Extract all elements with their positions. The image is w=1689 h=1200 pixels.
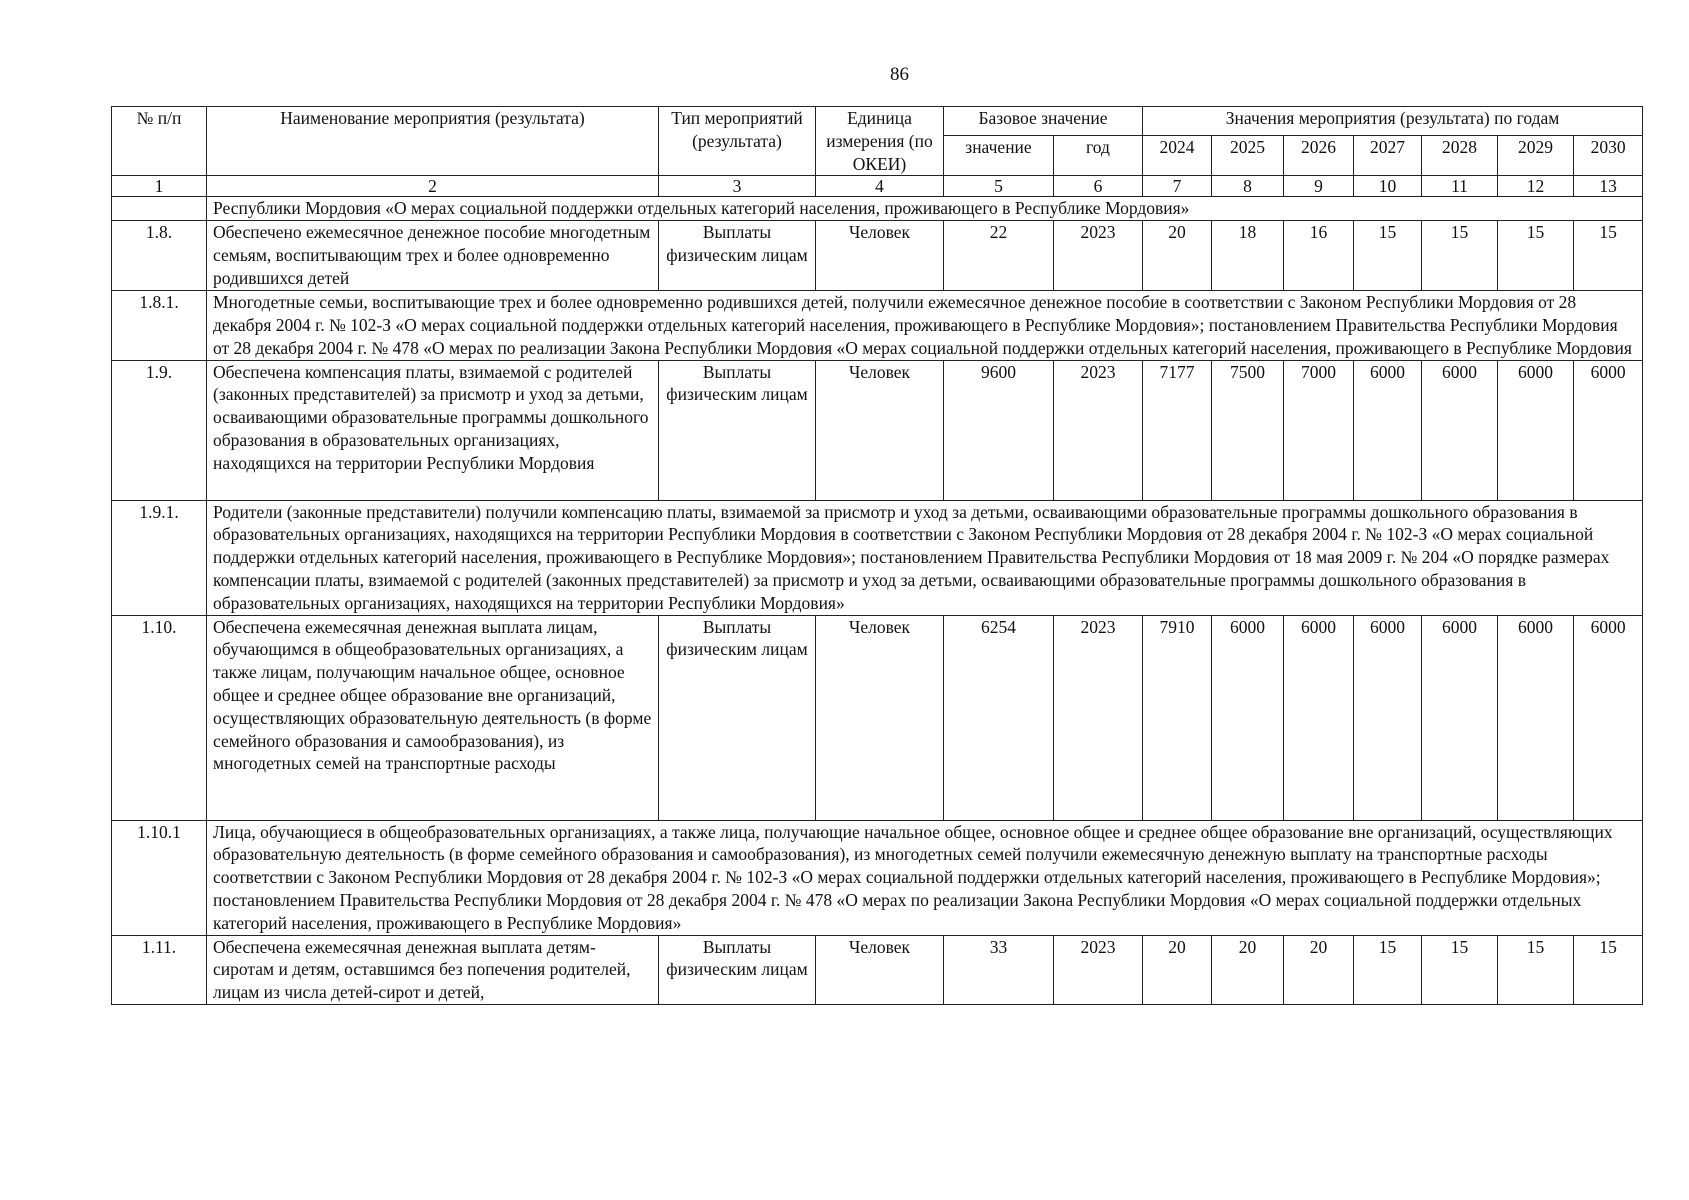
header-year: 2025 [1212, 136, 1284, 176]
base-value: 9600 [944, 360, 1054, 500]
continuation-num-cell [112, 197, 207, 221]
year-value: 7177 [1143, 360, 1212, 500]
note-row [112, 500, 1643, 615]
header-year: 2029 [1498, 136, 1574, 176]
year-value: 15 [1354, 935, 1422, 1004]
column-number: 11 [1422, 176, 1498, 197]
year-value: 15 [1422, 221, 1498, 291]
year-value: 6000 [1212, 615, 1284, 820]
header-year: 2028 [1422, 136, 1498, 176]
column-number: 13 [1574, 176, 1643, 197]
year-value: 6000 [1422, 615, 1498, 820]
column-number: 3 [659, 176, 816, 197]
year-value: 15 [1574, 935, 1643, 1004]
header-year: 2026 [1284, 136, 1354, 176]
base-year: 2023 [1054, 360, 1143, 500]
base-year: 2023 [1054, 935, 1143, 1004]
year-value: 7000 [1284, 360, 1354, 500]
column-number: 5 [944, 176, 1054, 197]
header-unit: Единица измерения (по ОКЕИ) [816, 107, 944, 176]
base-value: 6254 [944, 615, 1054, 820]
row-number: 1.10. [112, 615, 207, 820]
row-number: 1.8.1. [112, 291, 207, 360]
row-number: 1.8. [112, 221, 207, 291]
year-value: 15 [1498, 935, 1574, 1004]
header-row-1 [112, 107, 1643, 136]
page-number: 86 [890, 64, 909, 85]
column-number: 4 [816, 176, 944, 197]
year-value: 7500 [1212, 360, 1284, 500]
header-num: № п/п [112, 107, 207, 176]
year-value: 6000 [1354, 360, 1422, 500]
base-value: 22 [944, 221, 1054, 291]
year-value: 15 [1498, 221, 1574, 291]
measure-unit: Человек [816, 615, 944, 820]
year-value: 6000 [1284, 615, 1354, 820]
measure-name: Обеспечена ежемесячная денежная выплата лицам, обучающимся в общеобразовательных организациях, а также лицам, получающим начальное общее, основное общее и среднее общее образование вне организаций, осуществляющих образовательную деятельность (в форме семейного образования и самообразования), из многодетных семей на транспортные расходы [207, 615, 659, 820]
continuation-row [112, 197, 1643, 221]
year-value: 6000 [1354, 615, 1422, 820]
base-year: 2023 [1054, 221, 1143, 291]
continuation-text: Республики Мордовия «О мерах социальной поддержки отдельных категорий населения, проживающего в Республике Мордовия» [207, 197, 1643, 221]
measure-type: Выплаты физическим лицам [659, 360, 816, 500]
year-value: 6000 [1498, 360, 1574, 500]
year-value: 6000 [1498, 615, 1574, 820]
column-number: 1 [112, 176, 207, 197]
base-year: 2023 [1054, 615, 1143, 820]
header-base-value: значение [944, 136, 1054, 176]
measure-unit: Человек [816, 935, 944, 1004]
year-value: 18 [1212, 221, 1284, 291]
header-year: 2030 [1574, 136, 1643, 176]
row-number: 1.11. [112, 935, 207, 1004]
header-year: 2027 [1354, 136, 1422, 176]
column-number: 9 [1284, 176, 1354, 197]
note-text: Лица, обучающиеся в общеобразовательных организациях, а также лица, получающие начальное общее, основное общее и среднее общее образование вне организаций, осуществляющих образовательную деятельность (в форме семейного образования и самообразования), из многодетных семей получили ежемесячную денежную выплату на транспортные расходы соответствии с Законом Республики Мордовия от 28 декабря 2004 г. № 102-З «О мерах социальной поддержки отдельных категорий населения, проживающего в Республике Мордовия»; постановлением Правительства Республики Мордовия от 28 декабря 2004 г. № 478 «О мерах по реализации Закона Республики Мордовия «О мерах социальной поддержки отдельных категорий населения, проживающего в Республике Мордовия» [207, 820, 1643, 935]
header-name: Наименование мероприятия (результата) [207, 107, 659, 176]
note-text: Многодетные семьи, воспитывающие трех и более одновременно родившихся детей, получили ежемесячное денежное пособие в соответствии с Законом Республики Мордовия от 28 декабря 2004 г. № 102-З «О мерах социальной поддержки отдельных категорий населения, проживающего в Республике Мордовия»; постановлением Правительства Республики Мордовия от 28 декабря 2004 г. № 478 «О мерах по реализации Закона Республики Мордовия «О мерах социальной поддержки отдельных категорий населения, проживающего в Республике Мордовия [207, 291, 1643, 360]
header-years-title: Значения мероприятия (результата) по годам [1143, 107, 1643, 136]
measure-name: Обеспечена компенсация платы, взимаемой с родителей (законных представителей) за присмотр и уход за детьми, осваивающими образовательные программы дошкольного образования в образовательных организациях, находящихся на территории Республики Мордовия [207, 360, 659, 500]
measure-name: Обеспечено ежемесячное денежное пособие многодетным семьям, воспитывающим трех и более одновременно родившихся детей [207, 221, 659, 291]
note-row [112, 291, 1643, 360]
table-row [112, 221, 1643, 291]
note-row [112, 820, 1643, 935]
measure-type: Выплаты физическим лицам [659, 615, 816, 820]
year-value: 6000 [1574, 615, 1643, 820]
year-value: 20 [1143, 221, 1212, 291]
column-number: 12 [1498, 176, 1574, 197]
year-value: 15 [1574, 221, 1643, 291]
column-number: 8 [1212, 176, 1284, 197]
year-value: 20 [1212, 935, 1284, 1004]
table-row [112, 615, 1643, 820]
year-value: 16 [1284, 221, 1354, 291]
column-number: 2 [207, 176, 659, 197]
row-number: 1.9. [112, 360, 207, 500]
measure-type: Выплаты физическим лицам [659, 221, 816, 291]
measure-unit: Человек [816, 221, 944, 291]
column-number: 6 [1054, 176, 1143, 197]
year-value: 6000 [1422, 360, 1498, 500]
column-number: 10 [1354, 176, 1422, 197]
measures-table [111, 106, 1643, 1005]
base-value: 33 [944, 935, 1054, 1004]
measure-name: Обеспечена ежемесячная денежная выплата детям-сиротам и детям, оставшимся без попечения родителей, лицам из числа детей-сирот и детей, [207, 935, 659, 1004]
column-numbers-row [112, 176, 1643, 197]
header-base-year: год [1054, 136, 1143, 176]
measure-unit: Человек [816, 360, 944, 500]
header-year: 2024 [1143, 136, 1212, 176]
year-value: 6000 [1574, 360, 1643, 500]
header-type: Тип мероприятий (результата) [659, 107, 816, 176]
note-text: Родители (законные представители) получили компенсацию платы, взимаемой за присмотр и уход за детьми, осваивающими образовательные программы дошкольного образования в образовательных организациях, находящихся на территории Республики Мордовия в соответствии с Законом Республики Мордовия от 28 декабря 2004 г. № 102-З «О мерах социальной поддержки отдельных категорий населения, проживающего в Республике Мордовия»; постановлением Правительства Республики Мордовия от 18 мая 2009 г. № 204 «О порядке размерах компенсации платы, взимаемой с родителей (законных представителей) за присмотр и уход за детьми, осваивающими образовательные программы дошкольного образования в образовательных организациях, находящихся на территории Республики Мордовия» [207, 500, 1643, 615]
year-value: 20 [1284, 935, 1354, 1004]
year-value: 20 [1143, 935, 1212, 1004]
row-number: 1.10.1 [112, 820, 207, 935]
column-number: 7 [1143, 176, 1212, 197]
year-value: 15 [1354, 221, 1422, 291]
measure-type: Выплаты физическим лицам [659, 935, 816, 1004]
year-value: 7910 [1143, 615, 1212, 820]
row-number: 1.9.1. [112, 500, 207, 615]
table-row [112, 360, 1643, 500]
table-row [112, 935, 1643, 1004]
header-base: Базовое значение [944, 107, 1143, 136]
year-value: 15 [1422, 935, 1498, 1004]
